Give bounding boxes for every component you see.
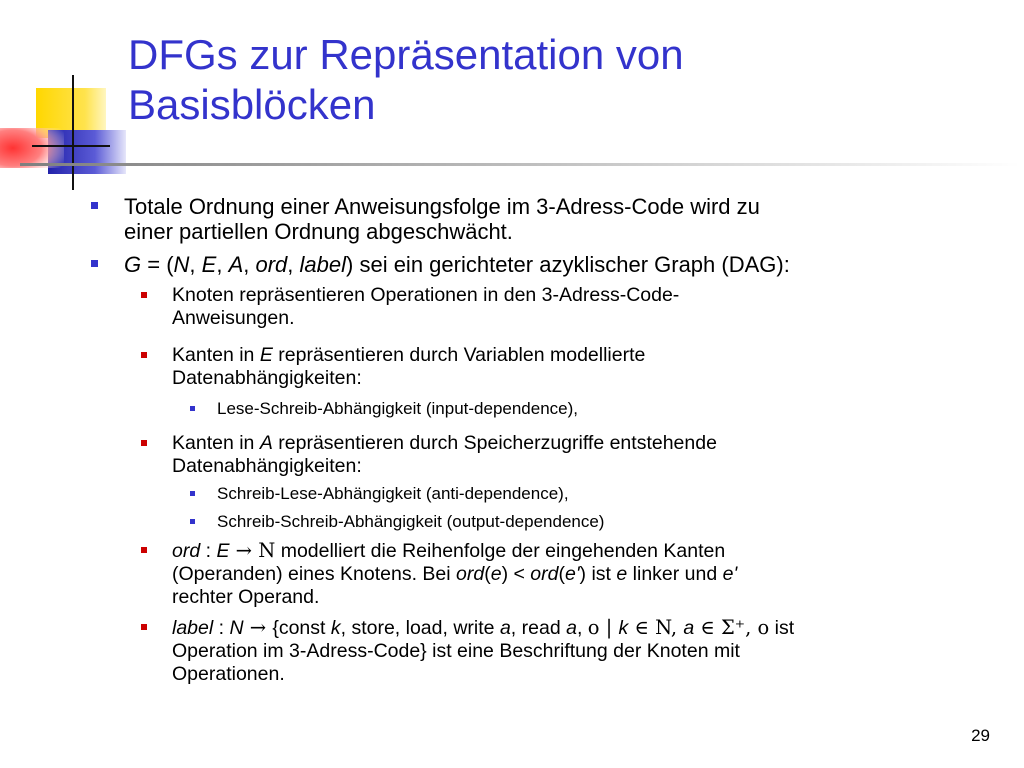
text-run: ) ist bbox=[579, 563, 617, 585]
text-run: k bbox=[330, 617, 341, 639]
text-run: A bbox=[228, 252, 244, 277]
slide-title bbox=[128, 30, 988, 130]
bullet-text-line bbox=[124, 194, 984, 219]
bullet-marker bbox=[190, 491, 195, 496]
text-run: Anweisungen. bbox=[172, 307, 295, 329]
bullet-marker bbox=[141, 352, 147, 358]
text-run: Operationen. bbox=[172, 663, 285, 685]
text-run: Lese-Schreib-Abhängigkeit (input-dependence), bbox=[217, 399, 579, 418]
text-run: E bbox=[259, 344, 273, 366]
title-line-2: Basisblöcken bbox=[128, 81, 376, 128]
bullet-text-line bbox=[172, 563, 972, 586]
bullet-text bbox=[172, 432, 972, 478]
text-run: rechter Operand. bbox=[172, 586, 320, 608]
text-run: e' bbox=[722, 563, 738, 585]
text-run: ∈ N, bbox=[628, 616, 684, 639]
bullet-text-line bbox=[172, 663, 972, 686]
text-run: ist bbox=[769, 617, 795, 639]
text-run: a bbox=[566, 617, 577, 639]
bullet-text bbox=[172, 344, 972, 390]
bullet-marker bbox=[91, 260, 98, 267]
text-run: , bbox=[576, 617, 588, 639]
text-run: e bbox=[490, 563, 502, 585]
text-run: Kanten in bbox=[172, 432, 260, 454]
text-run: → bbox=[243, 616, 273, 639]
text-run: G bbox=[124, 252, 142, 277]
text-run: Schreib-Schreib-Abhängigkeit (output-dependence) bbox=[217, 512, 605, 531]
text-run: : bbox=[200, 540, 217, 562]
text-run: Kanten in bbox=[172, 344, 260, 366]
text-run: e bbox=[616, 563, 628, 585]
bullet-text-line bbox=[172, 367, 972, 390]
bullet-text-line bbox=[217, 399, 977, 419]
text-run: linker und bbox=[627, 563, 723, 585]
title-line-1: DFGs zur Repräsentation von bbox=[128, 31, 684, 78]
text-run: a bbox=[499, 617, 511, 639]
text-run: ord bbox=[255, 252, 288, 277]
bullet-marker bbox=[141, 624, 147, 630]
text-run: A bbox=[259, 432, 273, 454]
text-run: N bbox=[229, 617, 244, 639]
text-run: , bbox=[189, 252, 202, 277]
text-run: label bbox=[299, 252, 347, 277]
bullet-text bbox=[124, 252, 984, 277]
text-run: Totale Ordnung einer Anweisungsfolge im 3-Adress-Code wird zu bbox=[124, 194, 760, 219]
text-run: ord bbox=[172, 540, 201, 562]
text-run: = ( bbox=[141, 252, 174, 277]
bullet-marker bbox=[141, 440, 147, 446]
bullet-text-line bbox=[172, 307, 972, 330]
decorative-squares bbox=[0, 0, 130, 200]
text-run: ο | bbox=[587, 616, 619, 639]
bullet-text-line bbox=[172, 616, 972, 640]
bullet-text-line bbox=[172, 586, 972, 609]
text-run: Datenabhängigkeiten: bbox=[172, 455, 362, 477]
bullet-text bbox=[172, 539, 972, 609]
text-run: modelliert die Reihenfolge der eingehenden Kanten bbox=[275, 540, 726, 562]
text-run: , store, load, write bbox=[340, 617, 500, 639]
text-run: ) sei ein gerichteter azyklischer Graph (DAG): bbox=[346, 252, 790, 277]
bullet-text-line bbox=[172, 455, 972, 478]
bullet-text-line bbox=[124, 219, 984, 244]
bullet-text-line bbox=[172, 640, 972, 663]
text-run: k bbox=[618, 617, 629, 639]
text-run: (Operanden) eines Knotens. Bei bbox=[172, 563, 457, 585]
text-run: {const bbox=[272, 617, 331, 639]
bullet-marker bbox=[141, 292, 147, 298]
bullet-text-line bbox=[217, 512, 977, 532]
text-run: repräsentieren durch Speicherzugriffe entstehende bbox=[272, 432, 717, 454]
text-run: Schreib-Lese-Abhängigkeit (anti-dependence), bbox=[217, 484, 569, 503]
text-run: Datenabhängigkeiten: bbox=[172, 367, 362, 389]
bullet-marker bbox=[190, 406, 195, 411]
text-run: , bbox=[287, 252, 300, 277]
page-number: 29 bbox=[971, 726, 990, 745]
bullet-text bbox=[124, 194, 984, 244]
bullet-text bbox=[217, 399, 977, 419]
bullet-text bbox=[217, 484, 977, 504]
text-run: , bbox=[243, 252, 256, 277]
text-run: e' bbox=[564, 563, 580, 585]
text-run: repräsentieren durch Variablen modellierte bbox=[272, 344, 646, 366]
bullet-text bbox=[217, 512, 977, 532]
bullet-text bbox=[172, 616, 972, 686]
bullet-text-line bbox=[172, 284, 972, 307]
bullet-text-line bbox=[172, 432, 972, 455]
text-run: ) < bbox=[501, 563, 531, 585]
text-run: einer partiellen Ordnung abgeschwächt. bbox=[124, 219, 513, 244]
bullet-marker bbox=[141, 547, 147, 553]
text-run: a bbox=[683, 617, 695, 639]
text-run: label bbox=[172, 617, 214, 639]
bullet-text-line bbox=[217, 484, 977, 504]
bullet-marker bbox=[190, 519, 195, 524]
text-run: Knoten repräsentieren Operationen in den 3-Adress-Code- bbox=[172, 284, 680, 306]
text-run: E bbox=[201, 252, 217, 277]
text-run: N bbox=[258, 539, 276, 562]
text-run: Operation im 3-Adress-Code} ist eine Beschriftung der Knoten mit bbox=[172, 640, 740, 662]
text-run: ∈ Σ⁺, ο bbox=[694, 616, 770, 639]
text-run: , bbox=[216, 252, 229, 277]
text-run: E bbox=[216, 540, 230, 562]
text-run: ( bbox=[484, 563, 491, 585]
bullet-text-line bbox=[172, 344, 972, 367]
bullet-text-line bbox=[124, 252, 984, 277]
title-divider bbox=[20, 163, 1020, 166]
text-run: : bbox=[213, 617, 230, 639]
text-run: → bbox=[229, 539, 259, 562]
text-run: , read bbox=[510, 617, 567, 639]
text-run: ord bbox=[530, 563, 559, 585]
text-run: ( bbox=[558, 563, 565, 585]
bullet-text-line bbox=[172, 539, 972, 563]
bullet-marker bbox=[91, 202, 98, 209]
text-run: N bbox=[173, 252, 190, 277]
text-run: ord bbox=[456, 563, 485, 585]
bullet-text bbox=[172, 284, 972, 330]
